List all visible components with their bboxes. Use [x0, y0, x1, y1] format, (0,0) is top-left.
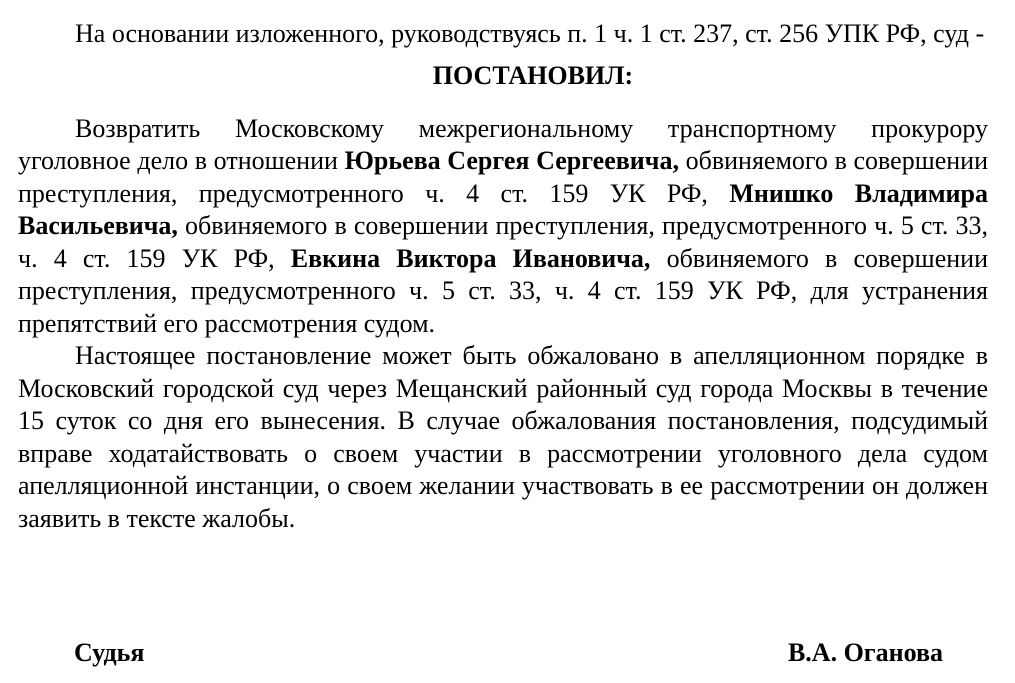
- ruling-text-2: обвиняемого в совершении преступления, предусмотренного ч. 4 ст. 159 УК РФ,: [18, 146, 989, 208]
- defendant-name-1: Юрьева Сергея Сергеевича,: [344, 146, 679, 175]
- ruling-heading: ПОСТАНОВИЛ:: [432, 60, 634, 90]
- signature-block: [74, 638, 943, 668]
- ruling-text-1: Возвратить Московскому межрегиональному транспортному прокурору уголовное дело в отношении: [18, 113, 988, 175]
- defendant-name-2: Мнишко Владимира Васильевича,: [18, 178, 988, 240]
- signature-title: Судья: [74, 638, 145, 667]
- appeal-paragraph: Настоящее постановление может быть обжаловано в апелляционном порядке в Московский городской суд через Мещанский районный суд города Москвы в течение 15 суток со дня его вынесения. В случае обжалования постановления, подсудимый вправе ходатайствовать о своем участии в рассмотрении уголовного дела судом апелляционной инстанции, о своем желании участвовать в ее рассмотрении он должен заявить в тексте жалобы.: [18, 341, 988, 533]
- signature-name: В.А. Оганова: [787, 638, 943, 667]
- ruling-paragraph: [18, 113, 988, 341]
- defendant-name-3: Евкина Виктора Ивановича,: [290, 243, 651, 273]
- intro-paragraph: На основании изложенного, руководствуясь п. 1 ч. 1 ст. 237, ст. 256 УПК РФ, суд -: [75, 19, 985, 48]
- ruling-text-4: обвиняемого в совершении преступления, предусмотренного ч. 5 ст. 33, ч. 4 ст. 159 УК РФ, для устранения препятствий его рассмотрения судом.: [18, 243, 988, 338]
- ruling-text-3: обвиняемого в совершении преступления, предусмотренного ч. 5 ст. 33, ч. 4 ст. 159 УК РФ,: [18, 211, 988, 273]
- document-body: [18, 18, 988, 535]
